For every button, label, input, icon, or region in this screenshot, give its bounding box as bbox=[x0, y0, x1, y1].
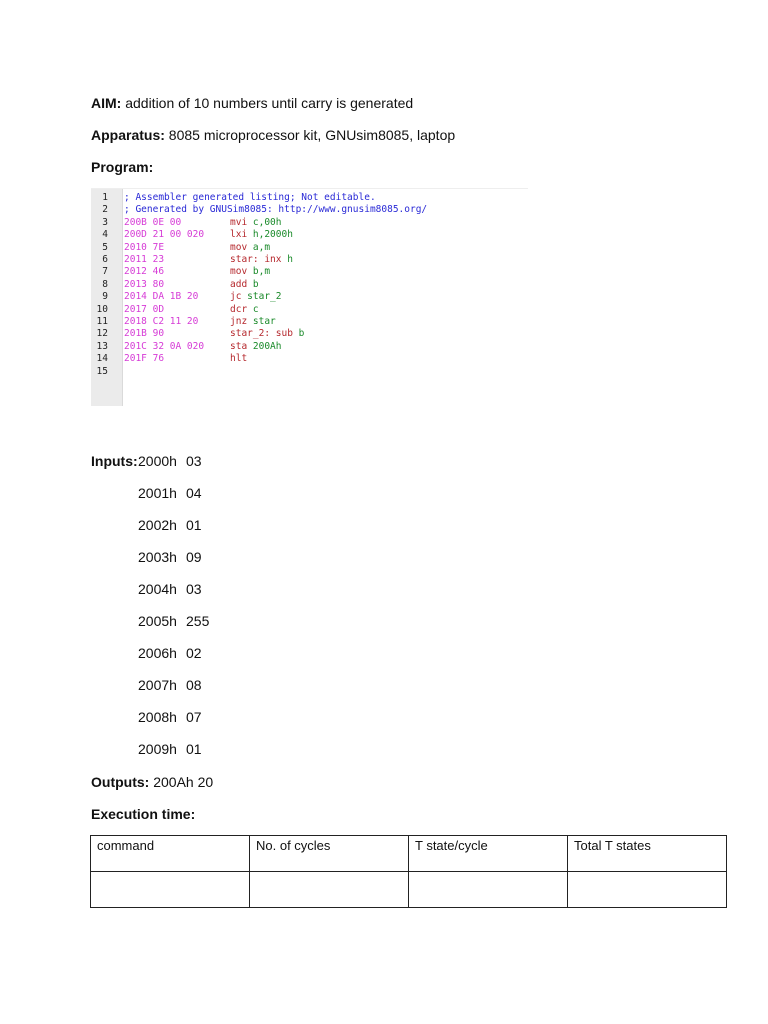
input-row bbox=[138, 709, 202, 725]
program-label: Program: bbox=[91, 159, 154, 175]
line-number: 10 bbox=[96, 303, 108, 315]
aim-text: addition of 10 numbers until carry is generated bbox=[121, 95, 414, 111]
listing-address: 201C 32 0A 020 bbox=[124, 340, 205, 352]
input-row bbox=[138, 485, 202, 501]
listing-instruction bbox=[230, 254, 293, 266]
listing-instruction bbox=[230, 229, 293, 241]
listing-instruction bbox=[230, 304, 259, 316]
listing-mnemonic: lxi bbox=[230, 229, 248, 241]
execution-time-table bbox=[90, 835, 727, 908]
line-number: 12 bbox=[96, 328, 108, 340]
listing-line bbox=[91, 304, 528, 316]
input-address: 2009h bbox=[138, 741, 177, 757]
input-value: 09 bbox=[186, 549, 202, 565]
listing-operand: h bbox=[281, 254, 293, 265]
listing-line bbox=[91, 366, 528, 378]
line-number: 15 bbox=[96, 365, 108, 377]
line-number: 6 bbox=[102, 254, 108, 265]
listing-mnemonic: dcr bbox=[230, 303, 248, 315]
input-value: 03 bbox=[186, 581, 202, 597]
listing-instruction bbox=[230, 217, 282, 229]
line-number: 11 bbox=[96, 316, 108, 327]
listing-operand: b bbox=[292, 328, 305, 340]
input-value: 07 bbox=[186, 709, 202, 725]
listing-instruction bbox=[230, 341, 282, 353]
listing-operand: a,m bbox=[247, 241, 271, 253]
listing-address: 2013 80 bbox=[124, 278, 165, 290]
listing-mnemonic: inx bbox=[264, 254, 282, 265]
listing-mnemonic: add bbox=[230, 278, 248, 290]
listing-instruction bbox=[230, 279, 259, 291]
input-value: 04 bbox=[186, 485, 202, 501]
line-number: 4 bbox=[102, 229, 108, 241]
listing-address: 2010 7E bbox=[124, 241, 165, 253]
table-cell bbox=[91, 872, 250, 908]
line-number: 3 bbox=[102, 216, 108, 228]
listing-operand: c,00h bbox=[247, 216, 282, 228]
listing-address: 2011 23 bbox=[124, 254, 165, 265]
table-header-cell: T state/cycle bbox=[409, 836, 568, 872]
listing-operand: star_2 bbox=[241, 291, 282, 303]
listing-line bbox=[91, 266, 528, 278]
input-value: 08 bbox=[186, 677, 202, 693]
listing-address: 200B 0E 00 bbox=[124, 216, 182, 228]
input-row bbox=[138, 581, 202, 597]
input-value: 02 bbox=[186, 645, 202, 661]
inputs-label: Inputs: bbox=[91, 453, 138, 469]
input-address: 2007h bbox=[138, 677, 177, 693]
listing-line bbox=[91, 229, 528, 241]
input-address: 2001h bbox=[138, 485, 177, 501]
table-row bbox=[91, 872, 727, 908]
listing-label: star_2: bbox=[230, 328, 276, 340]
line-number: 8 bbox=[102, 278, 108, 290]
listing-address: 201B 90 bbox=[124, 328, 165, 340]
table-header-row bbox=[91, 836, 727, 872]
listing-instruction bbox=[230, 266, 270, 278]
execution-time-label: Execution time: bbox=[91, 806, 196, 822]
line-number: 9 bbox=[102, 291, 108, 303]
aim-line bbox=[91, 95, 413, 111]
outputs-line bbox=[91, 774, 213, 790]
listing-comment: ; Assembler generated listing; Not editable. bbox=[124, 192, 376, 203]
listing-instruction bbox=[230, 353, 247, 365]
listing-address: 200D 21 00 020 bbox=[124, 229, 205, 241]
listing-address: 2018 C2 11 20 bbox=[124, 316, 199, 327]
listing-operand: star bbox=[247, 316, 276, 327]
table-header-cell: command bbox=[91, 836, 250, 872]
input-row bbox=[138, 517, 202, 533]
input-value: 255 bbox=[186, 613, 210, 629]
listing-mnemonic: mov bbox=[230, 241, 248, 253]
input-address: 2004h bbox=[138, 581, 177, 597]
listing-line bbox=[91, 316, 528, 328]
listing-line bbox=[91, 192, 528, 204]
listing-operand: b bbox=[247, 278, 259, 290]
listing-line bbox=[91, 254, 528, 266]
listing-address: 2012 46 bbox=[124, 266, 165, 278]
input-address: 2006h bbox=[138, 645, 177, 661]
assembler-listing bbox=[91, 188, 528, 406]
line-number: 13 bbox=[96, 340, 108, 352]
apparatus-label: Apparatus: bbox=[91, 127, 165, 143]
listing-address: 2014 DA 1B 20 bbox=[124, 291, 199, 303]
listing-instruction bbox=[230, 328, 304, 340]
listing-line bbox=[91, 204, 528, 216]
listing-mnemonic: hlt bbox=[230, 353, 248, 365]
listing-address: 2017 0D bbox=[124, 303, 165, 315]
listing-operand: b,m bbox=[247, 266, 271, 278]
line-number: 2 bbox=[102, 204, 108, 216]
input-address: 2003h bbox=[138, 549, 177, 565]
input-row bbox=[138, 741, 202, 757]
input-row bbox=[138, 549, 202, 565]
input-address: 2005h bbox=[138, 613, 177, 629]
outputs-text: 200Ah 20 bbox=[149, 774, 214, 790]
line-number: 5 bbox=[102, 241, 108, 253]
listing-line bbox=[91, 328, 528, 340]
listing-line bbox=[91, 242, 528, 254]
listing-line bbox=[91, 279, 528, 291]
listing-mnemonic: sta bbox=[230, 340, 248, 352]
input-row bbox=[138, 677, 202, 693]
input-address: 2002h bbox=[138, 517, 177, 533]
line-number: 7 bbox=[102, 266, 108, 278]
listing-mnemonic: mov bbox=[230, 266, 248, 278]
line-number: 1 bbox=[102, 192, 108, 203]
listing-instruction bbox=[230, 291, 282, 303]
input-row bbox=[138, 453, 202, 469]
listing-mnemonic: sub bbox=[275, 328, 293, 340]
listing-line bbox=[91, 353, 528, 365]
apparatus-line bbox=[91, 127, 455, 143]
listing-operand: 200Ah bbox=[247, 340, 282, 352]
listing-mnemonic: jc bbox=[230, 291, 242, 303]
listing-address: 201F 76 bbox=[124, 353, 165, 365]
listing-instruction bbox=[230, 316, 276, 328]
table-header-cell: Total T states bbox=[568, 836, 727, 872]
listing-comment: ; Generated by GNUSim8085: http://www.gnusim8085.org/ bbox=[124, 204, 428, 216]
listing-instruction bbox=[230, 242, 270, 254]
listing-mnemonic: jnz bbox=[230, 316, 248, 327]
apparatus-text: 8085 microprocessor kit, GNUsim8085, laptop bbox=[164, 127, 456, 143]
listing-line bbox=[91, 217, 528, 229]
table-cell bbox=[568, 872, 727, 908]
input-address: 2000h bbox=[138, 453, 177, 469]
listing-line bbox=[91, 291, 528, 303]
listing-line bbox=[91, 341, 528, 353]
listing-operand: c bbox=[247, 303, 259, 315]
input-value: 01 bbox=[186, 517, 202, 533]
listing-label: star: bbox=[230, 254, 265, 265]
listing-operand: h,2000h bbox=[247, 229, 293, 241]
line-number: 14 bbox=[96, 353, 108, 365]
input-row bbox=[138, 613, 210, 629]
input-row bbox=[138, 645, 202, 661]
table-cell bbox=[409, 872, 568, 908]
table-cell bbox=[250, 872, 409, 908]
input-value: 01 bbox=[186, 741, 202, 757]
listing-mnemonic: mvi bbox=[230, 216, 248, 228]
outputs-label: Outputs: bbox=[91, 774, 150, 790]
input-value: 03 bbox=[186, 453, 202, 469]
aim-label: AIM: bbox=[91, 95, 122, 111]
input-address: 2008h bbox=[138, 709, 177, 725]
table-header-cell: No. of cycles bbox=[250, 836, 409, 872]
